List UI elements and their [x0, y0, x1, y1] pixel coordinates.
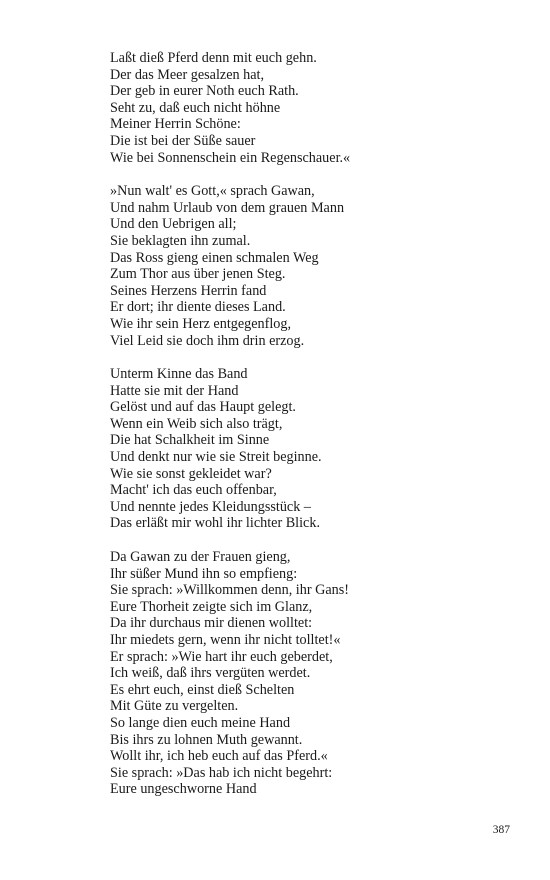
- verse-line: Zum Thor aus über jenen Steg.: [110, 266, 286, 283]
- stanza-4: [110, 549, 510, 798]
- verse-line: Und nennte jedes Kleidungsstück –: [110, 498, 311, 515]
- verse-line: Wie sie sonst gekleidet war?: [110, 465, 272, 482]
- verse-line: Wie ihr sein Herz entgegenflog,: [110, 315, 292, 332]
- verse-line: Laßt dieß Pferd denn mit euch gehn.: [110, 50, 317, 66]
- verse-line: Gelöst und auf das Haupt gelegt.: [110, 399, 296, 416]
- verse-line: Wenn ein Weib sich also trägt,: [110, 415, 283, 432]
- verse-line: Er sprach: »Wie hart ihr euch geberdet,: [110, 648, 333, 665]
- verse-line: Ihr süßer Mund ihn so empfieng:: [110, 565, 298, 582]
- verse-line: Bis ihrs zu lohnen Muth gewannt.: [110, 731, 303, 748]
- verse-line: So lange dien euch meine Hand: [110, 714, 291, 731]
- verse-line: Eure Thorheit zeigte sich im Glanz,: [110, 598, 313, 615]
- verse-line: Viel Leid sie doch ihm drin erzog.: [110, 332, 305, 349]
- stanza-2: [110, 183, 510, 349]
- verse-line: Unterm Kinne das Band: [110, 366, 248, 383]
- verse-line: Und denkt nur wie sie Streit beginne.: [110, 449, 322, 466]
- verse-line: Sie beklagten ihn zumal.: [110, 232, 251, 249]
- verse-line: Es ehrt euch, einst dieß Schelten: [110, 681, 295, 698]
- verse-line: Er dort; ihr diente dieses Land.: [110, 299, 286, 316]
- page-number: 387: [492, 824, 510, 836]
- poem-text-block: [110, 50, 510, 815]
- verse-line: Ich weiß, daß ihrs vergüten werdet.: [110, 665, 311, 682]
- stanza-1: [110, 50, 510, 166]
- verse-line: Eure ungeschworne Hand: [110, 781, 257, 798]
- stanza-3: [110, 366, 510, 532]
- verse-line: Mit Güte zu vergelten.: [110, 698, 239, 715]
- verse-line: Die ist bei der Süße sauer: [110, 132, 256, 149]
- verse-line: Der das Meer gesalzen hat,: [110, 66, 265, 83]
- verse-line: Der geb in eurer Noth euch Rath.: [110, 83, 299, 100]
- verse-line: Wollt ihr, ich heb euch auf das Pferd.«: [110, 748, 328, 765]
- verse-line: Das erläßt mir wohl ihr lichter Blick.: [110, 515, 320, 532]
- verse-line: »Nun walt' es Gott,« sprach Gawan,: [110, 183, 315, 200]
- verse-line: Wie bei Sonnenschein ein Regenschauer.«: [110, 149, 351, 166]
- verse-line: Und den Uebrigen all;: [110, 216, 237, 233]
- verse-line: Seines Herzens Herrin fand: [110, 282, 267, 299]
- verse-line: Seht zu, daß euch nicht höhne: [110, 99, 281, 116]
- verse-line: Meiner Herrin Schöne:: [110, 116, 241, 133]
- verse-line: Ihr miedets gern, wenn ihr nicht tolltet!«: [110, 632, 341, 648]
- verse-line: Das Ross gieng einen schmalen Weg: [110, 249, 319, 266]
- verse-line: Sie sprach: »Willkommen denn, ihr Gans!: [110, 582, 349, 599]
- verse-line: Da Gawan zu der Frauen gieng,: [110, 549, 291, 566]
- verse-line: Sie sprach: »Das hab ich nicht begehrt:: [110, 764, 333, 781]
- verse-line: Die hat Schalkheit im Sinne: [110, 432, 270, 449]
- verse-line: Und nahm Urlaub von dem grauen Mann: [110, 199, 345, 216]
- verse-line: Macht' ich das euch offenbar,: [110, 482, 277, 499]
- verse-line: Da ihr durchaus mir dienen wolltet:: [110, 615, 313, 632]
- verse-line: Hatte sie mit der Hand: [110, 382, 239, 399]
